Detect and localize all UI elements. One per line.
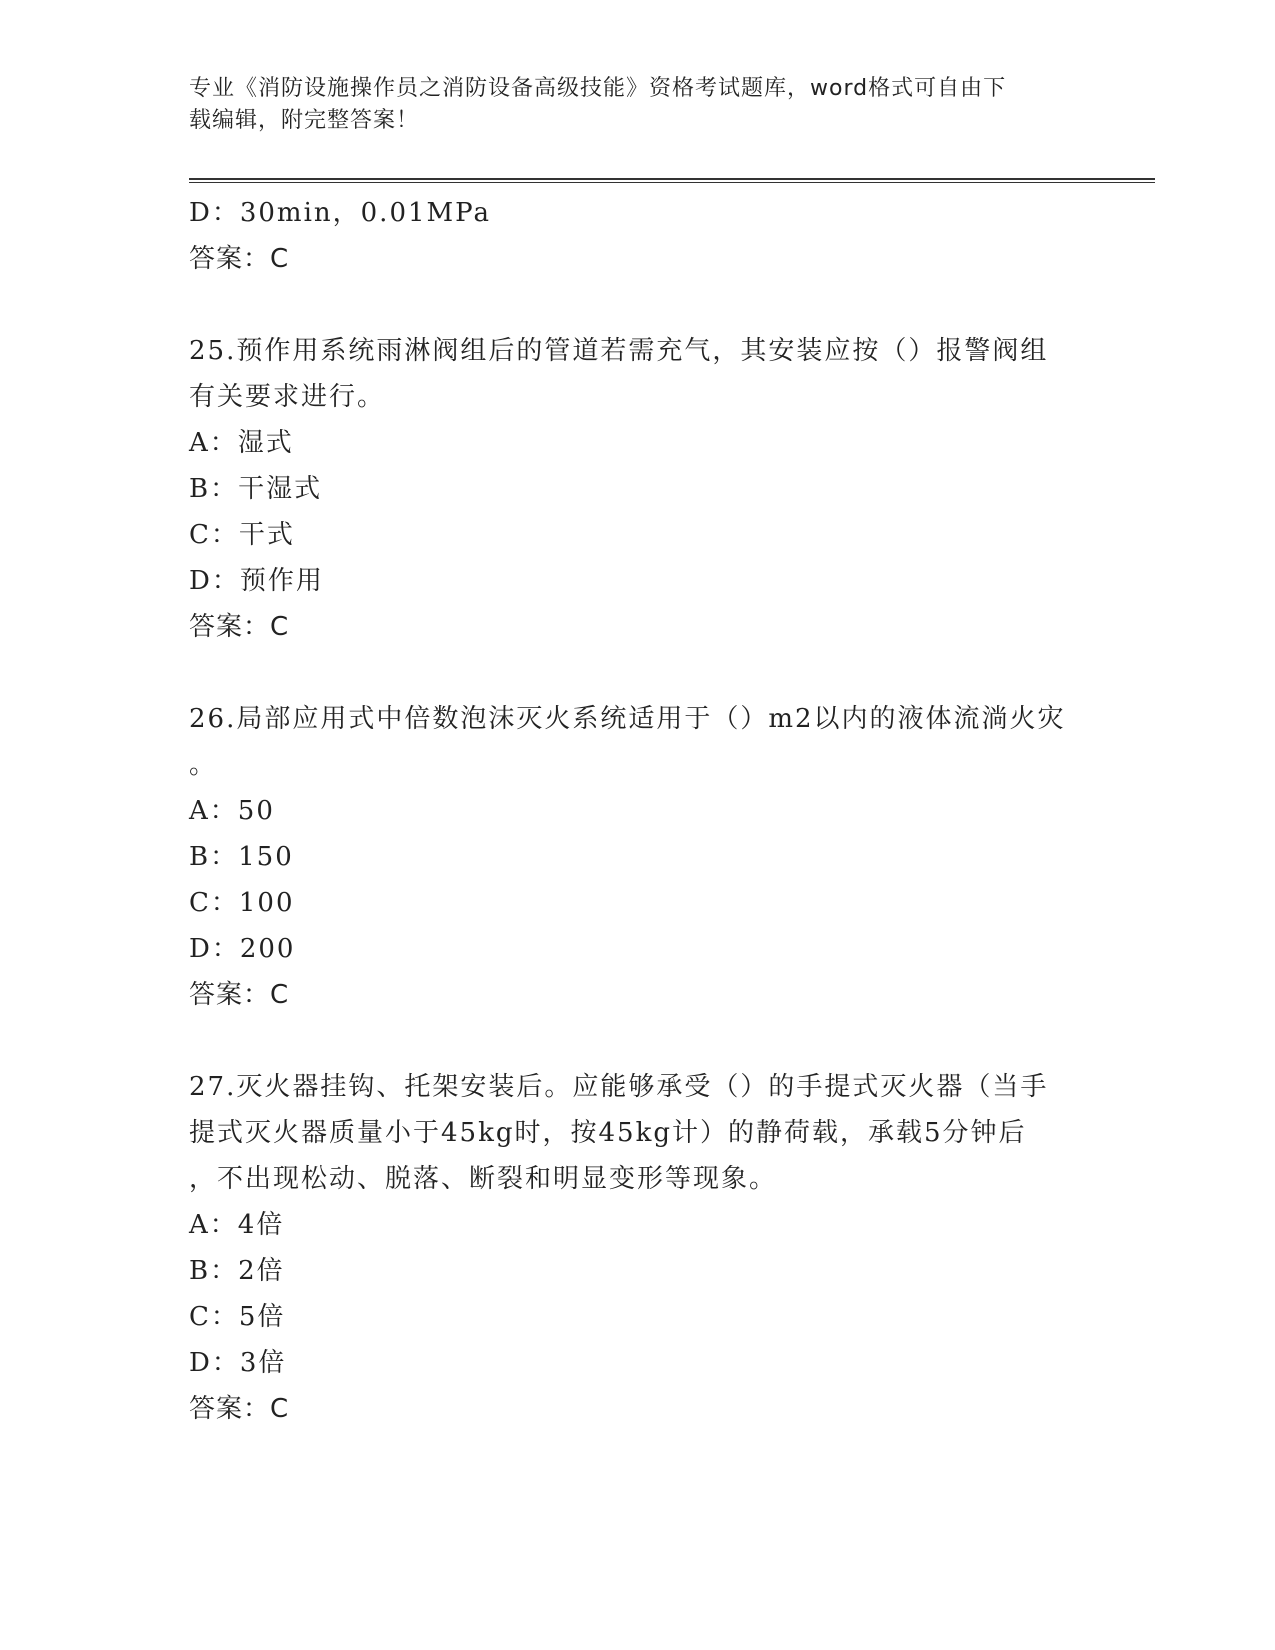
question-25 xyxy=(189,328,1089,650)
question-text-line-2: 有关要求进行。 xyxy=(189,382,386,412)
option-b: B：2倍 xyxy=(189,1256,285,1286)
option-d: D：200 xyxy=(189,934,296,964)
question-27 xyxy=(189,1064,1089,1432)
option-a: A：4倍 xyxy=(189,1210,285,1240)
option-a: A：湿式 xyxy=(189,428,294,458)
question-text-line-1: 25.预作用系统雨淋阀组后的管道若需充气，其安装应按（）报警阀组 xyxy=(189,336,1049,366)
question-26 xyxy=(189,696,1089,1018)
header-rule-thick xyxy=(189,178,1155,180)
option-d: D：预作用 xyxy=(189,566,324,596)
question-text-line-2: 提式灭火器质量小于45kg时，按45kg计）的静荷载，承载5分钟后 xyxy=(189,1118,1027,1148)
previous-question-tail xyxy=(189,190,1089,282)
header-line-1: 专业《消防设施操作员之消防设备高级技能》资格考试题库，word格式可自由下 xyxy=(189,76,1007,101)
header-rule-thin xyxy=(189,182,1155,183)
option-c: C：100 xyxy=(189,888,295,918)
answer-line: 答案：C xyxy=(189,1394,290,1424)
option-b: B：150 xyxy=(189,842,294,872)
header-line-2: 载编辑，附完整答案！ xyxy=(189,108,420,133)
question-text-line-3: ，不出现松动、脱落、断裂和明显变形等现象。 xyxy=(189,1164,778,1194)
question-content xyxy=(189,190,1089,1432)
spacer xyxy=(189,282,1089,328)
option-d: D：30min，0.01MPa xyxy=(189,198,491,228)
spacer xyxy=(189,650,1089,696)
document-header xyxy=(189,73,1089,137)
option-d: D：3倍 xyxy=(189,1348,287,1378)
option-c: C：干式 xyxy=(189,520,295,550)
spacer xyxy=(189,1018,1089,1064)
answer-line: 答案：C xyxy=(189,980,290,1010)
answer-line: 答案：C xyxy=(189,244,290,274)
question-text-line-1: 26.局部应用式中倍数泡沫灭火系统适用于（）m2以内的液体流淌火灾 xyxy=(189,704,1066,734)
option-a: A：50 xyxy=(189,796,275,826)
question-text-line-1: 27.灭火器挂钩、托架安装后。应能够承受（）的手提式灭火器（当手 xyxy=(189,1072,1049,1102)
question-text-line-2: 。 xyxy=(189,750,218,780)
option-c: C：5倍 xyxy=(189,1302,286,1332)
option-b: B：干湿式 xyxy=(189,474,323,504)
answer-line: 答案：C xyxy=(189,612,290,642)
